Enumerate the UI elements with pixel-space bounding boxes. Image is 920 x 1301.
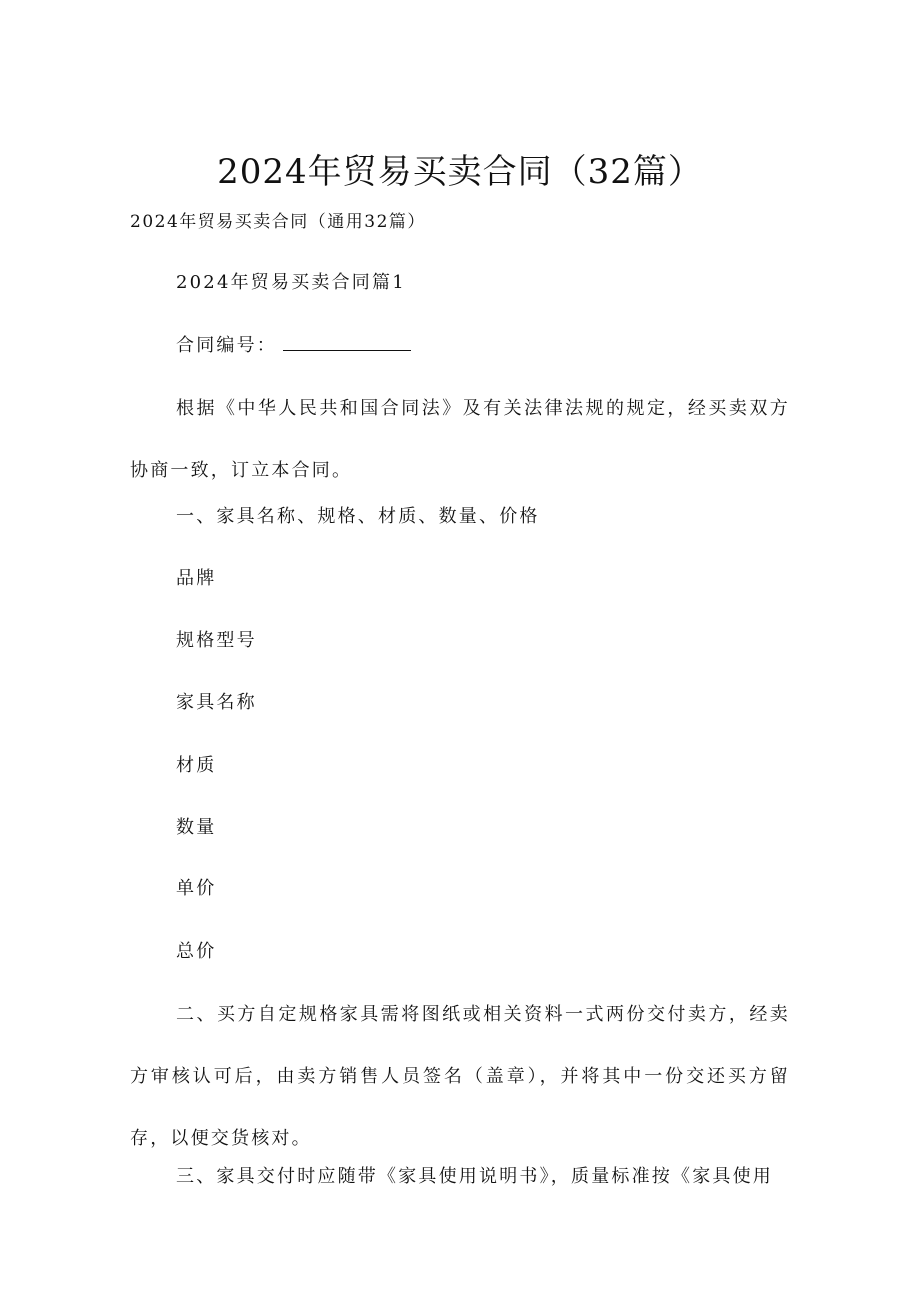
- item-total-price: 总价: [176, 941, 217, 962]
- contract-number-label: 合同编号：: [176, 335, 277, 356]
- intro-paragraph: 根据《中华人民共和国合同法》及有关法律法规的规定，经买卖双方协商一致，订立本合同。: [130, 398, 790, 481]
- item-unit-price: 单价: [176, 878, 217, 899]
- document-title: 2024年贸易买卖合同（32篇）: [217, 152, 703, 192]
- item-quantity: 数量: [176, 817, 217, 838]
- document-subtitle: 2024年贸易买卖合同（通用32篇）: [130, 212, 426, 232]
- clause2-paragraph: 二、买方自定规格家具需将图纸或相关资料一式两份交付卖方，经卖方审核认可后，由卖方销售人员签名（盖章），并将其中一份交还买方留存，以便交货核对。: [130, 1004, 790, 1149]
- clause1-heading: 一、家具名称、规格、材质、数量、价格: [176, 506, 540, 527]
- item-furniture-name: 家具名称: [176, 692, 257, 713]
- section-heading: 2024年贸易买卖合同篇1: [176, 272, 406, 293]
- item-model: 规格型号: [176, 630, 257, 651]
- contract-number-blank: [283, 330, 411, 351]
- contract-number-line: [176, 330, 411, 361]
- clause3-paragraph: 三、家具交付时应随带《家具使用说明书》，质量标准按《家具使用: [176, 1166, 773, 1187]
- item-brand: 品牌: [176, 568, 217, 589]
- item-material: 材质: [176, 755, 217, 776]
